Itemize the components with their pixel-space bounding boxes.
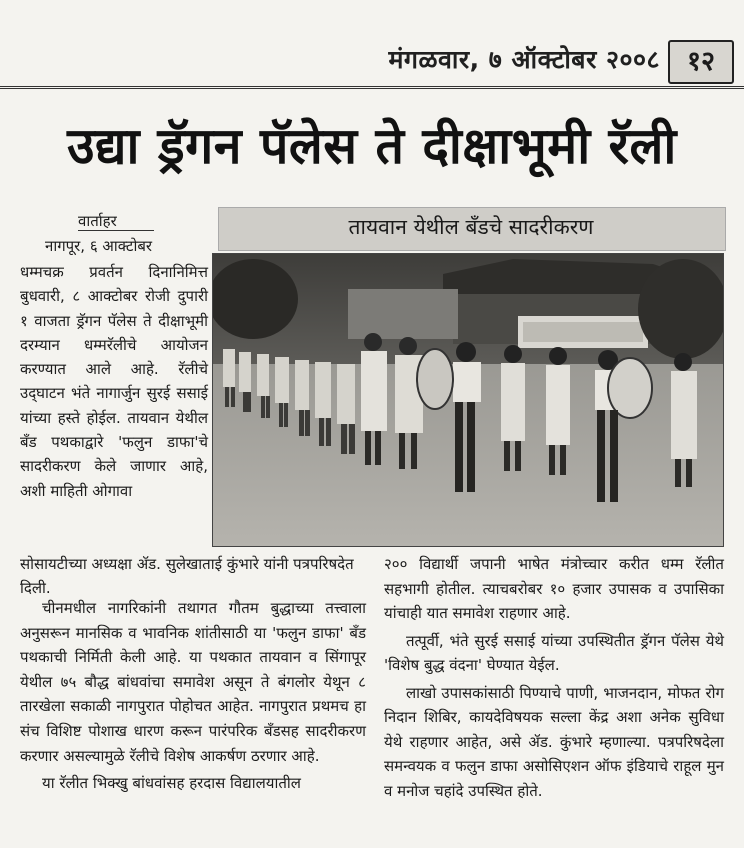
body-right-column [384,552,724,806]
left-paragraph-1: चीनमधील नागरिकांनी तथागत गौतम बुद्धाच्या तत्त्वाला अनुसरून मानसिक व भावनिक शांतीसाठी या 'फलुन डाफा' बॅंड पथकाची निर्मिती केली आहे. या पथकात तायवान व सिंगापूर येथील ७५ बौद्ध बांधवांचा समावेश असून ते बंगलोर येथून ८ तारखेला सकाळी नागपुरात पोहोचत आहेत. नागपुरात प्रथमच हा संच विशिष्ट पोशाख धारण करून पारंपरिक बॅंडसह सादरीकरण करणार असल्यामुळे रॅलीचे विशेष आकर्षण ठरणार आहे. [20,599,366,765]
byline-underline [78,230,154,231]
dateline: नागपूर, ६ आक्टोबर [45,237,153,255]
byline: वार्ताहर [78,212,117,230]
left-paragraph-2: या रॅलीत भिक्खु बांधवांसह हरदास विद्यालयातील [42,774,301,793]
body-left-column [20,596,366,799]
band-parade-photo [213,254,723,546]
right-paragraph-3: लाखो उपासकांसाठी पिण्याचे पाणी, भाजनदान, मोफत रोग निदान शिबिर, कायदेविषयक सल्ला केंद्र अशा अनेक सुविधा येथे राहणार आहेत, असे ॲड. कुंभारे म्हणाल्या. पत्रपरिषदेला समन्वयक व फलुन डाफा असोसिएशन ऑफ इंडियाचे राहूल मुन व मनोज चहांदे उपस्थित होते. [384,683,724,800]
masthead-date: मंगळवार, ७ ऑक्टोबर २००८ [388,45,660,74]
body-narrow-column: धम्मचक्र प्रवर्तन दिनानिमित्त बुधवारी, ८ आक्टोबर रोजी दुपारी १ वाजता ड्रॅगन पॅलेस ते दीक्षाभूमी दरम्यान धम्मरॅलीचे आयोजन करण्यात आले आहे. रॅलीचे उद्‌घाटन भंते नागार्जुन सुरई ससाई यांच्या हस्ते होईल. तायवान येथील बॅंड पथकाद्वारे 'फलुन डाफा'चे सादरीकरण केले जाणार आहे, अशी माहिती ओगावा [20,263,208,500]
body-full-width-line: सोसायटीच्या अध्यक्षा ॲड. सुलेखाताई कुंभारे यांनी पत्रपरिषदेत दिली. [20,555,354,597]
right-paragraph-2: तत्पूर्वी, भंते सुरई ससाई यांच्या उपस्थितीत ड्रॅगन पॅलेस येथे 'विशेष बुद्ध वंदना' घेण्यात येईल. [384,631,724,674]
photo-caption: तायवान येथील बॅंडचे सादरीकरण [348,215,594,239]
masthead-rule [0,86,744,89]
page-number: १२ [668,40,734,84]
headline: उद्या ड्रॅगन पॅलेस ते दीक्षाभूमी रॅली [67,117,677,175]
news-photo [212,253,724,547]
right-paragraph-1: २०० विद्यार्थी जपानी भाषेत मंत्रोच्चार करीत धम्म रॅलीत सहभागी होतील. त्याचबरोबर १० हजार उपासक व उपासिका यांचाही यात समावेश राहणार आहे. [384,555,724,622]
